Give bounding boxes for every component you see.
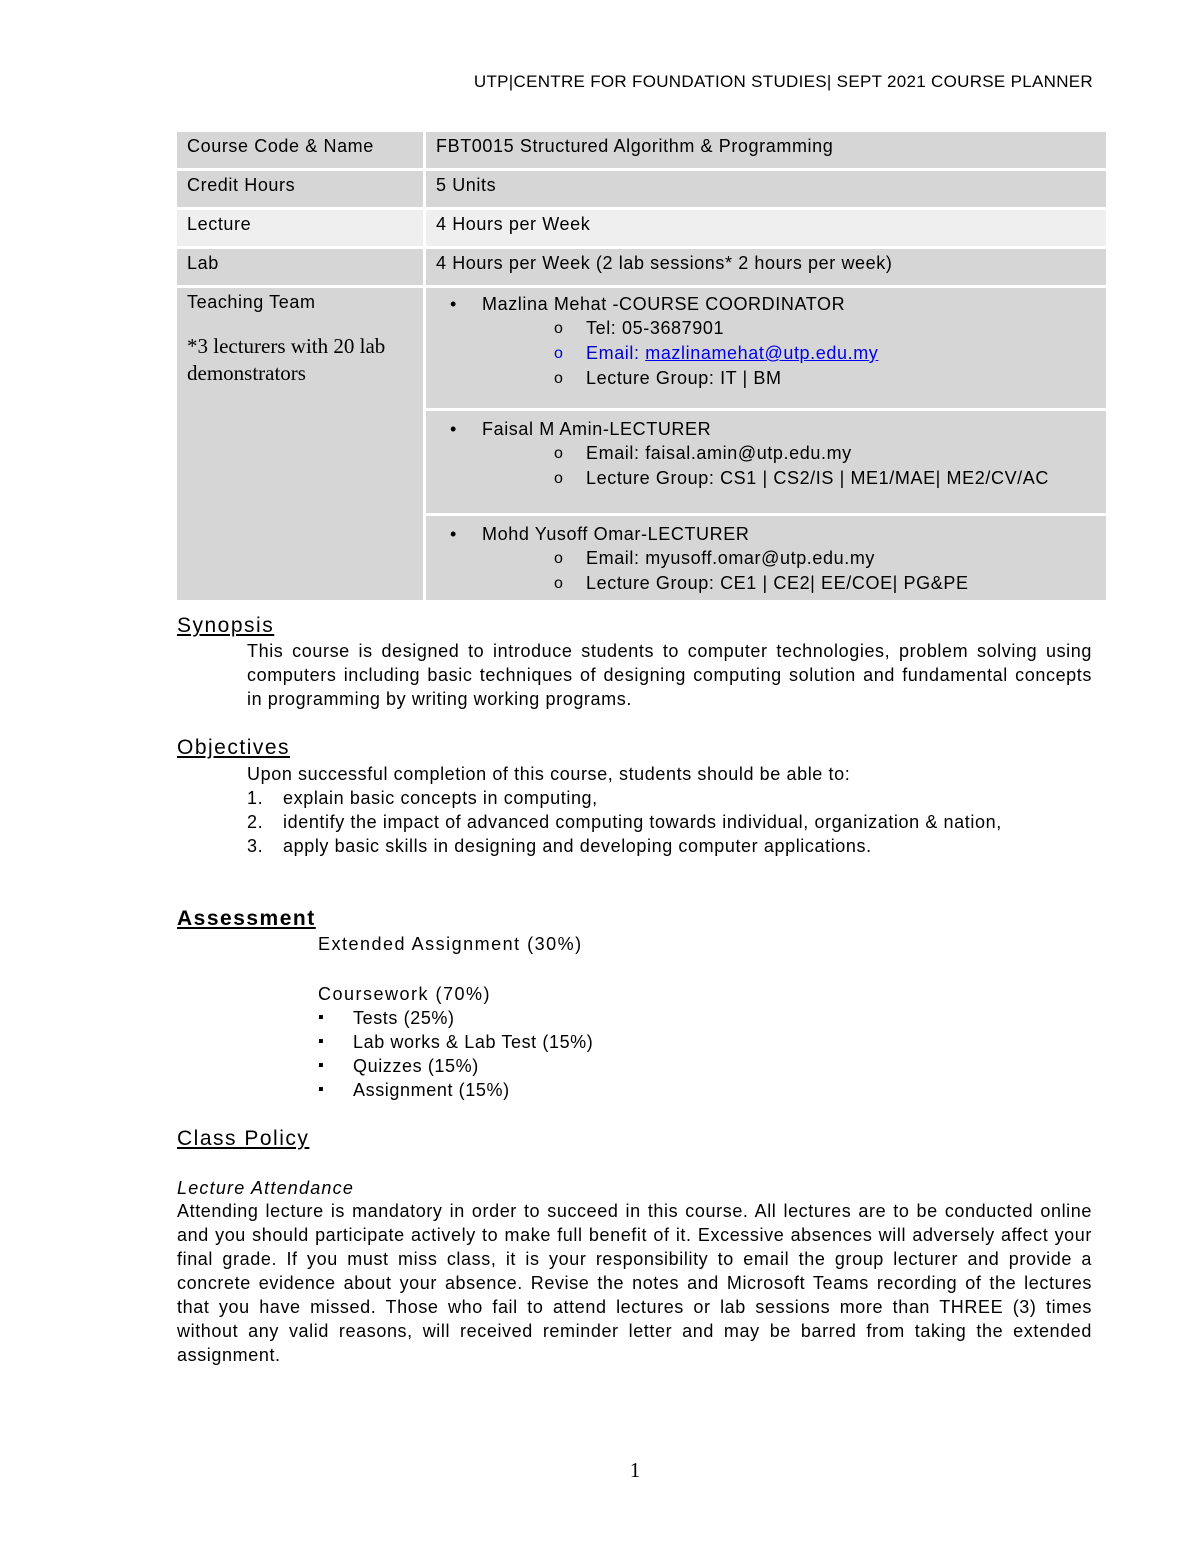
member-details — [482, 316, 1096, 391]
member-cell-1 — [426, 288, 1106, 408]
item-number: 3. — [247, 836, 264, 856]
member-email: o Email: myusoff.omar@utp.edu.my — [554, 546, 1096, 571]
assessment-title: Assessment — [177, 907, 316, 930]
item-number: 2. — [247, 812, 264, 832]
item-text: explain basic concepts in computing, — [283, 788, 598, 808]
list-item — [247, 786, 1092, 810]
member-name: Faisal M Amin-LECTURER — [482, 419, 712, 439]
assessment-block — [318, 932, 918, 1102]
list-item: ▪ Assignment (15%) — [318, 1078, 918, 1102]
list-item: ▪ Tests (25%) — [318, 1006, 918, 1030]
item-text: apply basic skills in designing and developing computer applications. — [283, 836, 872, 856]
list-item — [247, 810, 1092, 834]
list-item: ▪ Quizzes (15%) — [318, 1054, 918, 1078]
member-group: o Lecture Group: CE1 | CE2| EE/COE| PG&PE — [554, 571, 1096, 596]
class-policy-text: Attending lecture is mandatory in order to succeed in this course. All lectures are to be conducted online and you should participate actively to make full benefit of it. Excessive absences will adversely affect your final grade. If you must miss class, it is your responsibility to email the group lecturer and provide a concrete evidence about your absence. Revise the notes and Microsoft Teams recording of the lectures that you have missed. Those who fail to attend lectures or lab sessions more than THREE (3) times without any valid reasons, will received reminder letter and may be barred from taking the extended assignment. — [177, 1201, 1092, 1365]
objectives-intro: Upon successful completion of this course, students should be able to: — [247, 764, 851, 784]
member-group: o Lecture Group: IT | BM — [554, 366, 1096, 391]
item-number: 1. — [247, 788, 264, 808]
member-list — [436, 417, 1096, 491]
team-cell — [177, 288, 423, 600]
list-item: ▪ Lab works & Lab Test (15%) — [318, 1030, 918, 1054]
table-row — [177, 210, 1106, 246]
lab-label: Lab — [177, 249, 423, 285]
page-number: 1 — [629, 1458, 641, 1482]
course-label: Course Code & Name — [177, 132, 423, 168]
course-info-table — [174, 129, 1109, 603]
objectives-block — [247, 762, 1092, 858]
objectives-title: Objectives — [177, 736, 291, 759]
course-value: FBT0015 Structured Algorithm & Programming — [426, 132, 1106, 168]
team-note: *3 lecturers with 20 lab demonstrators — [187, 334, 386, 385]
member-group: o Lecture Group: CS1 | CS2/IS | ME1/MAE| ME2/CV/AC — [554, 466, 1096, 491]
credit-value: 5 Units — [426, 171, 1106, 207]
page-header: UTP|CENTRE FOR FOUNDATION STUDIES| SEPT 2021 COURSE PLANNER — [473, 72, 1093, 91]
coursework-list — [318, 1006, 918, 1102]
lecture-value: 4 Hours per Week — [426, 210, 1106, 246]
email-prefix: Email: — [586, 343, 646, 363]
item-text: identify the impact of advanced computing towards individual, organization & nation, — [283, 812, 1002, 832]
extended-assignment: Extended Assignment (30%) — [318, 934, 583, 954]
table-row — [177, 249, 1106, 285]
class-policy-title: Class Policy — [177, 1127, 310, 1150]
member-email: o Email: faisal.amin@utp.edu.my — [554, 441, 1096, 466]
team-label: Teaching Team — [187, 292, 316, 312]
member-cell-3 — [426, 516, 1106, 600]
synopsis-text: This course is designed to introduce students to computer technologies, problem solving using computers including basic techniques of designing computing solution and fundamental concepts in programming by writing working programs. — [247, 641, 1092, 709]
credit-label: Credit Hours — [177, 171, 423, 207]
table-row — [177, 288, 1106, 408]
table-row — [177, 171, 1106, 207]
member-name: Mohd Yusoff Omar-LECTURER — [482, 524, 750, 544]
member-details — [482, 441, 1096, 491]
member-details — [482, 546, 1096, 596]
member-list — [436, 522, 1096, 596]
list-item — [247, 834, 1092, 858]
member-tel: o Tel: 05-3687901 — [554, 316, 1096, 341]
member-cell-2 — [426, 411, 1106, 513]
table-row — [177, 132, 1106, 168]
lab-value: 4 Hours per Week (2 lab sessions* 2 hours per week) — [426, 249, 1106, 285]
email-link[interactable]: mazlinamehat@utp.edu.my — [645, 343, 879, 363]
member-list — [436, 292, 1096, 391]
objectives-list — [247, 786, 1092, 858]
member-name: Mazlina Mehat -COURSE COORDINATOR — [482, 294, 846, 314]
member-email-item — [554, 341, 1096, 366]
coursework: Coursework (70%) — [318, 984, 492, 1004]
lecture-label: Lecture — [177, 210, 423, 246]
synopsis-title: Synopsis — [177, 614, 275, 637]
class-policy-subtitle: Lecture Attendance — [177, 1178, 355, 1198]
